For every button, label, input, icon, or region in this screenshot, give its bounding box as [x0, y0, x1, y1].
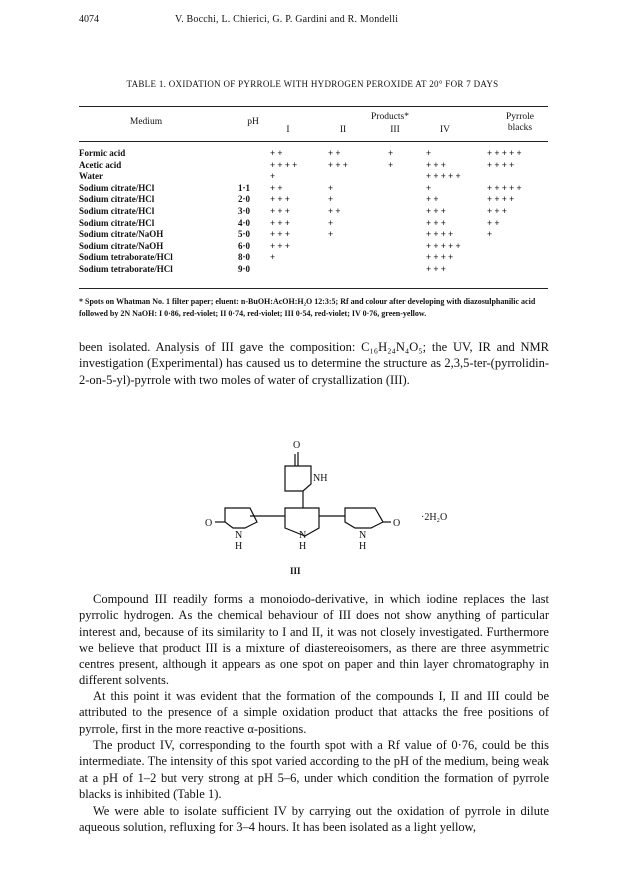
structure-diagram — [195, 436, 485, 576]
cell-medium: Acetic acid — [79, 159, 122, 170]
paragraph-4 — [79, 737, 549, 802]
cell-ii: + + — [328, 148, 341, 158]
cell-ph: 6·0 — [238, 240, 251, 251]
cell-ii: + — [328, 182, 334, 193]
cell-i: + + + + — [270, 159, 298, 170]
atom-h-center: H — [299, 541, 307, 552]
table-bottom-rule — [79, 288, 548, 289]
paragraph-4-text: The product IV, corresponding to the fourth spot with a Rf value of 0·76, could be this intermediate. The intensity of this spot varied according to the pH of the medium, being weak at a pH of 1–2 but very strong at pH 5–6, under which condition the formation of pyrrole blacks is inhibited (Table 1). — [79, 738, 549, 801]
page-number: 4074 — [79, 14, 99, 25]
table-footnote: * Spots on Whatman No. 1 filter paper; eluent: n-BuOH:AcOH:H₂O 12:3:5; Rf and colour after developing with diazosulphanilic acid followed by 2N NaOH: I 0·86, red-violet; II 0·74, red-violet; III 0·54, red-violet; IV 0·76, green-yellow. — [79, 297, 536, 318]
table-row — [79, 241, 548, 252]
table-row — [79, 160, 548, 171]
cell-pyrrole-blacks: + + + + + — [487, 148, 522, 158]
col-header-iii: III — [390, 125, 400, 135]
paragraph-2 — [79, 591, 549, 689]
cell-medium: Sodium citrate/HCl — [79, 206, 155, 216]
page-header — [0, 14, 625, 28]
atom-n-right: N — [359, 530, 367, 541]
atom-o-left: O — [205, 518, 213, 529]
cell-ph: 4·0 — [238, 217, 251, 228]
cell-medium: Sodium citrate/HCl — [79, 217, 155, 228]
col-header-ph: pH — [247, 117, 259, 127]
cell-medium: Sodium tetraborate/HCl — [79, 252, 173, 263]
cell-i: + — [270, 252, 276, 263]
cell-ii: + — [328, 194, 334, 205]
paragraph-2-text: Compound III readily forms a monoiodo-derivative, in which iodine replaces the last pyrrolic hydrogen. As the chemical behaviour of III does not show anything of particular interest and, because of its similarity to I and II, it was not closely investigated. Furthermore we believe that product III is a mixture of diastereoisomers, as there are three asymmetric centres present, although it appears as one spot on paper and thin layer chromatography in different solvents. — [79, 592, 549, 688]
table-row — [79, 194, 548, 205]
paragraph-5 — [79, 803, 549, 836]
col-header-i: I — [286, 125, 290, 135]
cell-iv: + — [426, 182, 432, 193]
running-head: V. Bocchi, L. Chierici, G. P. Gardini and R. Mondelli — [175, 14, 399, 25]
right-lactam-ring — [345, 508, 383, 528]
paragraph-3 — [79, 688, 549, 737]
cell-pyrrole-blacks: + + — [487, 217, 500, 228]
cell-medium: Sodium tetraborate/HCl — [79, 264, 173, 274]
cell-iv: + + + + — [426, 252, 454, 263]
cell-i: + + + — [270, 240, 290, 251]
cell-ph: 9·0 — [238, 264, 251, 274]
cell-pyrrole-blacks: + + + — [487, 206, 507, 216]
cell-iv: + + + + + — [426, 240, 461, 251]
cell-iv: + + + + — [426, 229, 454, 240]
cell-i: + + + — [270, 206, 290, 216]
cell-pyrrole-blacks: + — [487, 229, 493, 240]
cell-ph: 1·1 — [238, 182, 251, 193]
cell-iv: + + + + + — [426, 171, 461, 182]
col-header-products: Products* — [371, 112, 409, 122]
cell-medium: Sodium citrate/HCl — [79, 194, 155, 205]
cell-i: + — [270, 171, 276, 182]
cell-medium: Sodium citrate/HCl — [79, 182, 155, 193]
cell-pyrrole-blacks: + + + + — [487, 194, 515, 205]
atom-o-right: O — [393, 518, 401, 529]
left-lactam-ring — [225, 508, 257, 528]
cell-iii: + — [388, 148, 394, 158]
cell-iv: + + + — [426, 217, 446, 228]
table-row — [79, 252, 548, 263]
cell-ph: 5·0 — [238, 229, 251, 240]
water-of-crystallization: ·2H₂O — [421, 512, 448, 523]
cell-ph: 3·0 — [238, 206, 251, 216]
cell-iv: + — [426, 148, 432, 158]
cell-i: + + + — [270, 229, 290, 240]
table-header-rule — [79, 141, 548, 142]
cell-iv: + + + — [426, 264, 446, 274]
atom-h-left: H — [235, 541, 243, 552]
cell-iv: + + + — [426, 206, 446, 216]
table-row — [79, 229, 548, 240]
table-row — [79, 171, 548, 182]
cell-i: + + — [270, 182, 283, 193]
table-row — [79, 148, 548, 159]
table-row — [79, 218, 548, 229]
top-lactam-ring — [285, 466, 311, 491]
col-header-pyrrole: Pyrrole — [506, 112, 534, 122]
atom-n-center: N — [299, 530, 307, 541]
cell-pyrrole-blacks: + + + + + — [487, 182, 522, 193]
table-caption: TABLE 1. OXIDATION OF PYRROLE WITH HYDROGEN PEROXIDE AT 20° FOR 7 DAYS — [126, 79, 499, 89]
cell-i: + + + — [270, 194, 290, 205]
col-header-medium: Medium — [129, 117, 163, 127]
cell-medium: Water — [79, 171, 103, 182]
cell-iv: + + + — [426, 159, 446, 170]
cell-iv: + + — [426, 194, 439, 205]
table-row — [79, 206, 548, 217]
atom-h-right: H — [359, 541, 367, 552]
cell-ii: + + + — [328, 159, 348, 170]
structure-label: III — [290, 566, 301, 576]
cell-ph: 2·0 — [238, 194, 251, 205]
cell-ii: + — [328, 217, 334, 228]
atom-o-top: O — [293, 440, 301, 451]
cell-medium: Formic acid — [79, 148, 126, 158]
table-row — [79, 183, 548, 194]
cell-medium: Sodium citrate/NaOH — [79, 240, 164, 251]
atom-nh: NH — [313, 473, 328, 484]
paragraph-1 — [79, 339, 549, 388]
atom-n-left: N — [235, 530, 243, 541]
col-header-blacks: blacks — [507, 123, 533, 133]
cell-medium: Sodium citrate/NaOH — [79, 229, 164, 240]
cell-i: + + + — [270, 217, 290, 228]
cell-ii: + — [328, 229, 334, 240]
paragraph-3-text: At this point it was evident that the formation of the compounds I, II and III could be attributed to the presence of a simple oxidation product that attacks the free positions of pyrrole, first in the more reactive α-positions. — [79, 689, 549, 736]
cell-ii: + + — [328, 206, 341, 216]
cell-i: + + — [270, 148, 283, 158]
paragraph-1-text: been isolated. Analysis of III gave the composition: C₁₆H₂₄N₄O₅; the UV, IR and NMR investigation (Experimental) has caused us to determine the structure as 2,3,5-ter-(pyrrolidin-2-on-5-yl)-pyrrole with two moles of water of crystallization (III). — [79, 340, 549, 387]
paragraph-5-text: We were able to isolate sufficient IV by carrying out the oxidation of pyrrole in dilute aqueous solution, refluxing for 3–4 hours. It has been isolated as a light yellow, — [79, 804, 549, 835]
table-row — [79, 264, 548, 275]
cell-ph: 8·0 — [238, 252, 251, 263]
col-header-ii: II — [339, 125, 347, 135]
col-header-iv: IV — [439, 125, 451, 135]
cell-pyrrole-blacks: + + + + — [487, 159, 515, 170]
cell-iii: + — [388, 159, 394, 170]
table-top-rule — [79, 106, 548, 107]
